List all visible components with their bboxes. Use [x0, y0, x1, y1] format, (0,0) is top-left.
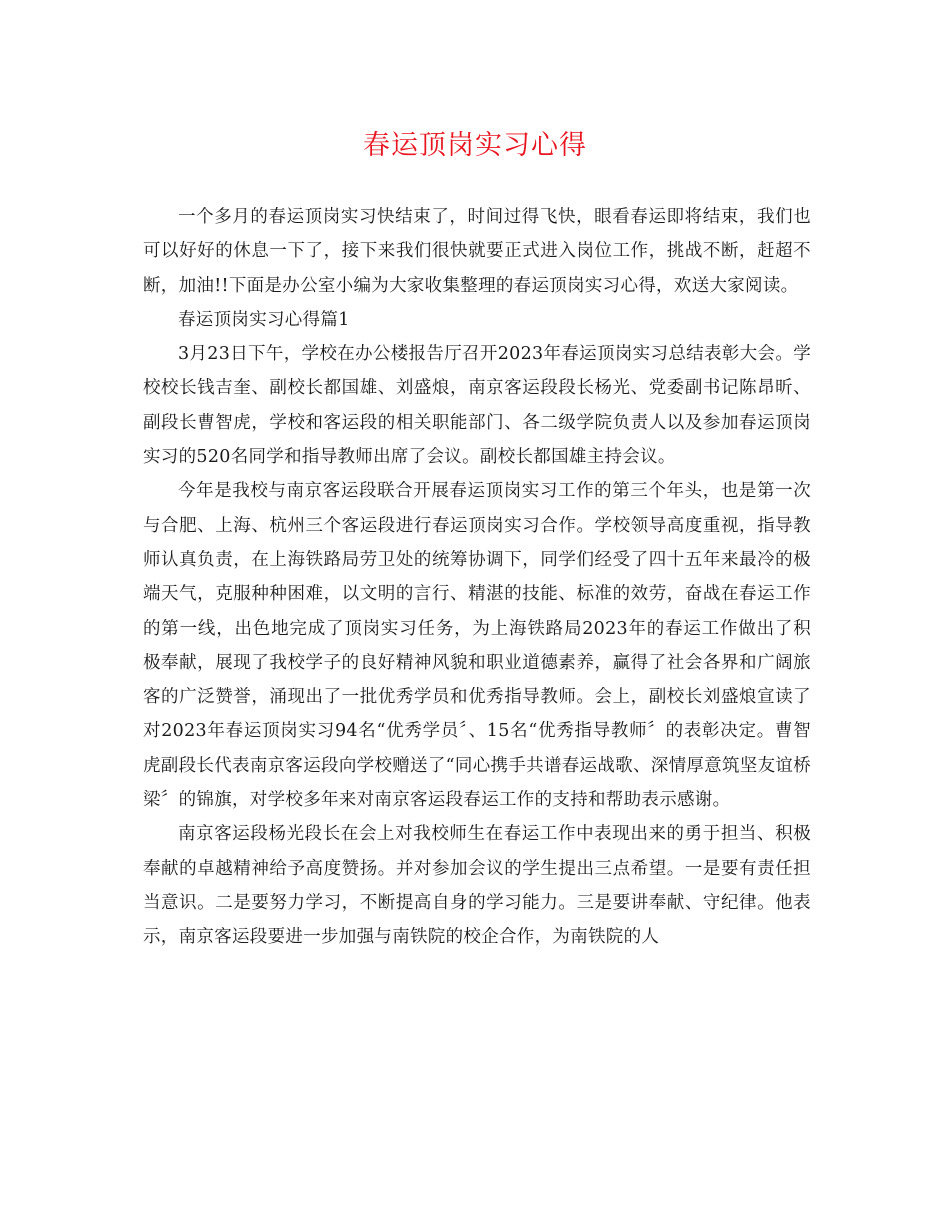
- body-paragraph-3: 南京客运段杨光段长在会上对我校师生在春运工作中表现出来的勇于担当、积极奉献的卓越精神给予高度赞扬。并对参加会议的学生提出三点希望。一是要有责任担当意识。二是要努力学习，不断提高自身的学习能力。三是要讲奉献、守纪律。他表示，南京客运段要进一步加强与南铁院的校企合作，为南铁院的人: [143, 824, 811, 948]
- section-heading: 春运顶岗实习心得篇1: [178, 309, 350, 330]
- document-title: 春运顶岗实习心得: [363, 130, 587, 161]
- body-paragraph-1: 3月23日下午，学校在办公楼报告厅召开2023年春运顶岗实习总结表彰大会。学校校长钱吉奎、副校长都国雄、刘盛烺，南京客运段段长杨光、党委副书记陈昂昕、副段长曹智虎，学校和客运段的相关职能部门、各二级学院负责人以及参加春运顶岗实习的520名同学和指导教师出席了会议。副校长都国雄主持会议。: [143, 344, 811, 468]
- document-body: [143, 200, 811, 955]
- intro-paragraph: 一个多月的春运顶岗实习快结束了，时间过得飞快，眼看春运即将结束，我们也可以好好的休息一下了，接下来我们很快就要正式进入岗位工作，挑战不断，赶超不断，加油!!下面是办公室小编为大家收集整理的春运顶岗实习心得，欢送大家阅读。: [143, 207, 811, 296]
- body-paragraph-2: 今年是我校与南京客运段联合开展春运顶岗实习工作的第三个年头，也是第一次与合肥、上海、杭州三个客运段进行春运顶岗实习合作。学校领导高度重视，指导教师认真负责，在上海铁路局劳卫处的统筹协调下，同学们经受了四十五年来最冷的极端天气，克服种种困难，以文明的言行、精湛的技能、标准的效劳，奋战在春运工作的第一线，出色地完成了顶岗实习任务，为上海铁路局2023年的春运工作做出了积极奉献，展现了我校学子的良好精神风貌和职业道德素养，赢得了社会各界和广阔旅客的广泛赞誉，涌现出了一批优秀学员和优秀指导教师。会上，副校长刘盛烺宣读了对2023年春运顶岗实习94名“优秀学员〞、15名“优秀指导教师〞的表彰决定。曹智虎副段长代表南京客运段向学校赠送了“同心携手共谱春运战歌、深情厚意筑坚友谊桥梁〞的锦旗，对学校多年来对南京客运段春运工作的支持和帮助表示感谢。: [143, 481, 811, 811]
